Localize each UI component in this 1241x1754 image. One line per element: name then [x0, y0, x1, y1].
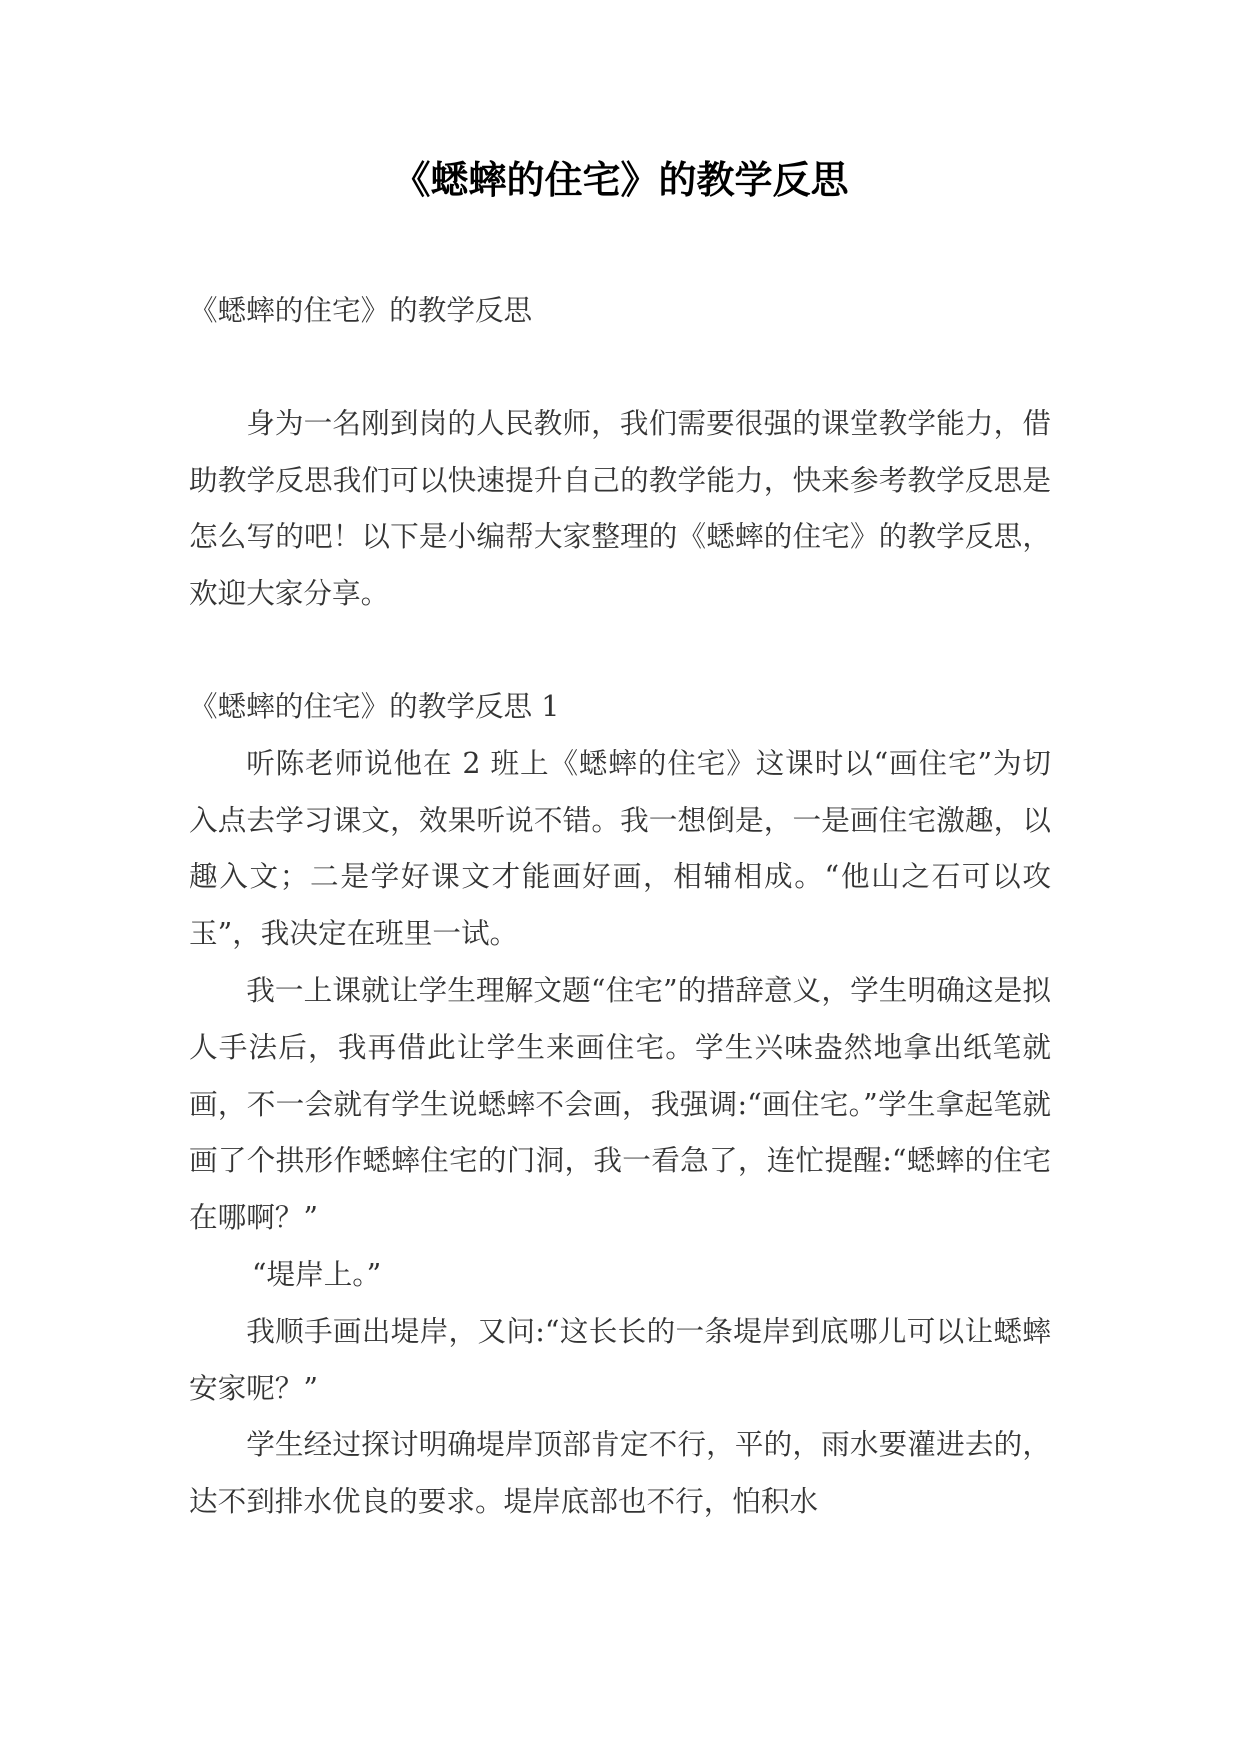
body-paragraph: 我一上课就让学生理解文题“住宅”的措辞意义，学生明确这是拟人手法后，我再借此让学生来画住宅。学生兴味盎然地拿出纸笔就画，不一会就有学生说蟋蟀不会画，我强调:“画住宅。”学生拿起笔就画了个拱形作蟋蟀住宅的门洞，我一看急了，连忙提醒:“蟋蟀的住宅在哪啊？” — [189, 972, 1051, 1235]
document-subtitle: 《蟋蟀的住宅》的教学反思 — [189, 293, 533, 327]
body-paragraph: 我顺手画出堤岸，又问:“这长长的一条堤岸到底哪儿可以让蟋蟀安家呢？” — [189, 1313, 1051, 1405]
spacer — [189, 339, 1051, 395]
document-body — [189, 282, 1051, 1530]
spacer — [189, 622, 1051, 678]
intro-paragraph: 身为一名刚到岗的人民教师，我们需要很强的课堂教学能力，借助教学反思我们可以快速提升自己的教学能力，快来参考教学反思是怎么写的吧！以下是小编帮大家整理的《蟋蟀的住宅》的教学反思，欢迎大家分享。 — [189, 405, 1051, 611]
body-paragraph: 学生经过探讨明确堤岸顶部肯定不行，平的，雨水要灌进去的，达不到排水优良的要求。堤岸底部也不行，怕积水 — [189, 1427, 1051, 1519]
document-title: 《蟋蟀的住宅》的教学反思 — [392, 158, 849, 202]
section-heading: 《蟋蟀的住宅》的教学反思 1 — [189, 688, 560, 723]
body-paragraph: 听陈老师说他在 2 班上《蟋蟀的住宅》这课时以“画住宅”为切入点去学习课文，效果听说不错。我一想倒是，一是画住宅激趣，以趣入文；二是学好课文才能画好画，相辅相成。“他山之石可以攻玉”，我决定在班里一试。 — [189, 745, 1051, 951]
body-paragraph: “堤岸上。” — [251, 1256, 382, 1291]
